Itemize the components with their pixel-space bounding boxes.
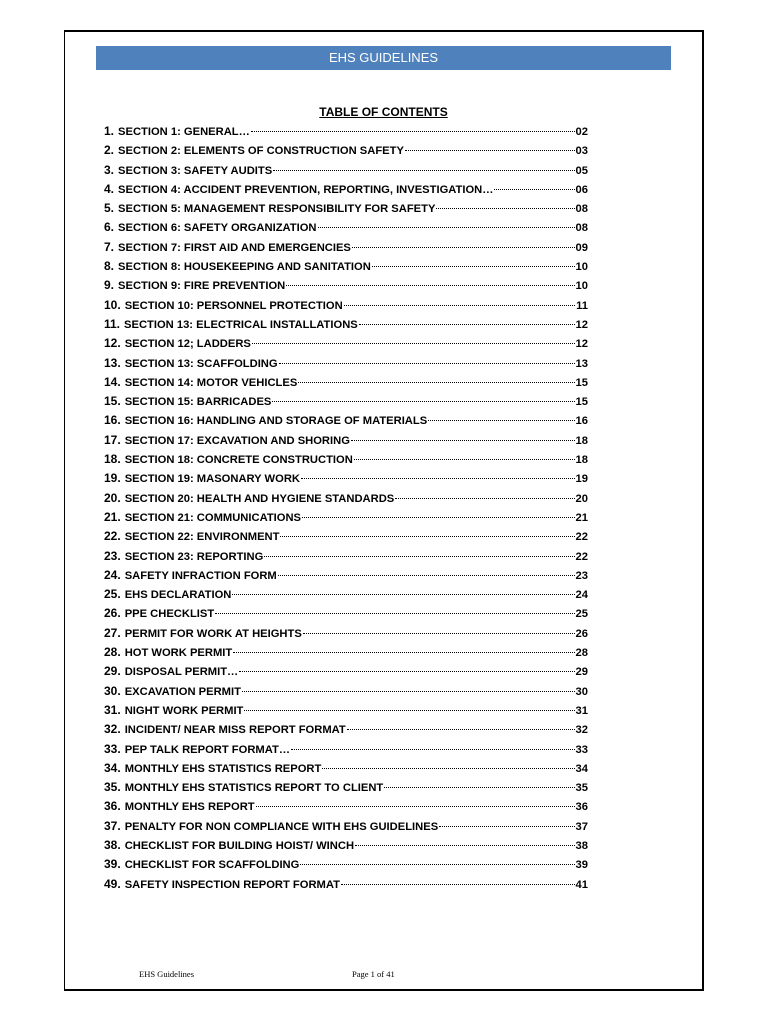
toc-dot-leader <box>242 691 575 692</box>
toc-entry[interactable] <box>104 394 588 413</box>
toc-entry-number: 14. <box>104 374 121 389</box>
toc-entry-page: 29 <box>575 666 588 679</box>
toc-entry-page: 08 <box>575 222 588 235</box>
toc-entry-number: 30. <box>104 683 121 698</box>
toc-entry-page: 19 <box>575 473 588 486</box>
document-header: EHS GUIDELINES <box>96 46 671 70</box>
toc-entry-title: SECTION 18: CONCRETE CONSTRUCTION <box>124 454 353 467</box>
toc-dot-leader <box>303 633 575 634</box>
toc-entry-number: 16. <box>104 413 121 428</box>
toc-dot-leader <box>359 324 575 325</box>
toc-entry[interactable] <box>104 356 588 375</box>
toc-entry-title: CHECKLIST FOR BUILDING HOIST/ WINCH <box>124 839 355 852</box>
toc-entry-title: SECTION 15: BARRICADES <box>124 396 272 409</box>
footer-document-name: EHS Guidelines <box>139 969 195 979</box>
toc-entry-number: 24. <box>104 567 121 582</box>
toc-entry-number: 13. <box>104 355 121 370</box>
toc-entry-title: MONTHLY EHS REPORT <box>124 801 255 814</box>
toc-entry[interactable] <box>104 413 588 432</box>
toc-dot-leader <box>256 806 575 807</box>
toc-entry[interactable] <box>104 780 588 799</box>
toc-dot-leader <box>384 787 574 788</box>
toc-entry-number: 33. <box>104 741 121 756</box>
toc-entry-page: 16 <box>575 415 588 428</box>
toc-entry-page: 23 <box>575 569 588 582</box>
toc-entry-number: 32. <box>104 722 121 737</box>
toc-entry-title: SECTION 17: EXCAVATION AND SHORING <box>124 434 350 447</box>
toc-dot-leader <box>298 382 574 383</box>
toc-entry-title: SECTION 9: FIRE PREVENTION <box>118 280 286 293</box>
toc-entry[interactable] <box>104 220 588 239</box>
toc-entry-page: 09 <box>575 241 588 254</box>
toc-entry-number: 11. <box>104 316 121 331</box>
toc-entry-number: 3. <box>104 162 115 177</box>
toc-entry-title: SECTION 6: SAFETY ORGANIZATION <box>118 222 317 235</box>
toc-entry[interactable] <box>104 587 588 606</box>
toc-entry-number: 12. <box>104 336 121 351</box>
toc-entry-page: 11 <box>576 299 588 312</box>
toc-dot-leader <box>341 884 575 885</box>
toc-entry-number: 37. <box>104 818 121 833</box>
toc-dot-leader <box>252 343 575 344</box>
toc-entry-title: CHECKLIST FOR SCAFFOLDING <box>124 859 300 872</box>
toc-dot-leader <box>354 459 575 460</box>
toc-entry-number: 35. <box>104 780 121 795</box>
toc-entry-page: 06 <box>575 183 588 196</box>
toc-entry-title: SECTION 4: ACCIDENT PREVENTION, REPORTING, INVESTIGATION… <box>118 183 494 196</box>
toc-entry[interactable] <box>104 799 588 818</box>
toc-entry[interactable] <box>104 838 588 857</box>
toc-entry[interactable] <box>104 240 588 259</box>
toc-dot-leader <box>232 594 574 595</box>
toc-entry-title: NIGHT WORK PERMIT <box>124 704 244 717</box>
toc-entry-title: SECTION 13: SCAFFOLDING <box>124 357 278 370</box>
toc-entry[interactable] <box>104 143 588 162</box>
toc-dot-leader <box>215 613 574 614</box>
toc-dot-leader <box>347 729 575 730</box>
toc-entry-number: 34. <box>104 760 121 775</box>
toc-dot-leader <box>352 247 575 248</box>
toc-entry-title: EXCAVATION PERMIT <box>124 685 241 698</box>
toc-entry-number: 5. <box>104 201 115 216</box>
toc-entry-title: SECTION 13: ELECTRICAL INSTALLATIONS <box>124 318 358 331</box>
table-of-contents <box>104 124 588 896</box>
toc-entry[interactable] <box>104 819 588 838</box>
toc-dot-leader <box>494 189 574 190</box>
toc-entry-title: SECTION 5: MANAGEMENT RESPONSIBILITY FOR SAFETY <box>118 203 436 216</box>
toc-entry-number: 22. <box>104 529 121 544</box>
toc-entry[interactable] <box>104 124 588 143</box>
toc-dot-leader <box>300 864 574 865</box>
toc-entry-page: 08 <box>575 203 588 216</box>
toc-dot-leader <box>279 363 575 364</box>
toc-entry[interactable] <box>104 259 588 278</box>
toc-entry-number: 1. <box>104 124 115 138</box>
toc-dot-leader <box>302 517 575 518</box>
toc-entry-page: 03 <box>575 145 588 158</box>
toc-entry-title: INCIDENT/ NEAR MISS REPORT FORMAT <box>124 724 346 737</box>
toc-entry-title: SECTION 14: MOTOR VEHICLES <box>124 376 298 389</box>
toc-entry-page: 32 <box>575 724 588 737</box>
toc-entry[interactable] <box>104 529 588 548</box>
toc-entry[interactable] <box>104 857 588 876</box>
toc-entry-number: 39. <box>104 857 121 872</box>
toc-dot-leader <box>351 440 575 441</box>
toc-entry[interactable] <box>104 471 588 490</box>
toc-entry-title: SECTION 8: HOUSEKEEPING AND SANITATION <box>118 261 371 274</box>
toc-entry-page: 30 <box>575 685 588 698</box>
toc-entry[interactable] <box>104 375 588 394</box>
toc-entry[interactable] <box>104 742 588 761</box>
toc-entry[interactable] <box>104 278 588 297</box>
toc-entry-title: SECTION 21: COMMUNICATIONS <box>124 511 301 524</box>
toc-entry-number: 7. <box>104 239 115 254</box>
toc-entry-number: 10. <box>104 297 121 312</box>
toc-entry-title: PPE CHECKLIST <box>124 608 215 621</box>
toc-entry-title: PEP TALK REPORT FORMAT… <box>124 743 291 756</box>
toc-dot-leader <box>280 536 574 537</box>
toc-dot-leader <box>244 710 574 711</box>
toc-entry-title: SECTION 10: PERSONNEL PROTECTION <box>124 299 343 312</box>
toc-entry-page: 15 <box>575 376 588 389</box>
toc-entry-number: 21. <box>104 509 121 524</box>
toc-entry-page: 28 <box>575 647 588 660</box>
toc-entry-title: SAFETY INSPECTION REPORT FORMAT <box>124 878 340 891</box>
toc-entry-page: 36 <box>575 801 588 814</box>
toc-entry-page: 41 <box>575 878 588 891</box>
toc-entry-page: 26 <box>575 627 588 640</box>
toc-entry[interactable] <box>104 761 588 780</box>
toc-entry[interactable] <box>104 606 588 625</box>
toc-entry[interactable] <box>104 491 588 510</box>
toc-dot-leader <box>286 285 574 286</box>
toc-entry-number: 9. <box>104 278 115 293</box>
toc-entry-page: 22 <box>575 550 588 563</box>
toc-entry-number: 4. <box>104 181 115 196</box>
toc-entry-page: 18 <box>575 434 588 447</box>
toc-entry-title: HOT WORK PERMIT <box>124 647 233 660</box>
toc-entry-number: 25. <box>104 587 121 602</box>
toc-entry-page: 10 <box>575 280 588 293</box>
toc-entry-title: SECTION 16: HANDLING AND STORAGE OF MATERIALS <box>124 415 428 428</box>
toc-entry-page: 37 <box>575 820 588 833</box>
toc-dot-leader <box>273 170 574 171</box>
toc-dot-leader <box>301 478 575 479</box>
toc-entry[interactable] <box>104 317 588 336</box>
toc-entry-page: 25 <box>575 608 588 621</box>
toc-entry-title: SECTION 19: MASONARY WORK <box>124 473 300 486</box>
toc-entry-title: DISPOSAL PERMIT… <box>124 666 239 679</box>
footer-page-number: Page 1 of 41 <box>352 969 395 979</box>
toc-entry[interactable] <box>104 182 588 201</box>
toc-entry-page: 13 <box>575 357 588 370</box>
toc-entry-number: 27. <box>104 625 121 640</box>
toc-entry-number: 23. <box>104 548 121 563</box>
toc-entry-page: 31 <box>575 704 588 717</box>
toc-entry-number: 28. <box>104 645 121 660</box>
toc-entry[interactable] <box>104 336 588 355</box>
toc-entry-title: MONTHLY EHS STATISTICS REPORT TO CLIENT <box>124 782 384 795</box>
toc-entry-page: 10 <box>575 261 588 274</box>
toc-entry[interactable] <box>104 722 588 741</box>
toc-entry-page: 38 <box>575 839 588 852</box>
toc-entry-number: 29. <box>104 664 121 679</box>
toc-entry-title: SECTION 1: GENERAL… <box>118 126 250 138</box>
toc-dot-leader <box>355 845 575 846</box>
toc-dot-leader <box>405 150 575 151</box>
toc-dot-leader <box>439 826 574 827</box>
toc-entry-page: 15 <box>575 396 588 409</box>
toc-entry[interactable] <box>104 664 588 683</box>
toc-entry-page: 34 <box>575 762 588 775</box>
toc-entry-page: 20 <box>575 492 588 505</box>
toc-entry-page: 35 <box>575 782 588 795</box>
toc-entry-number: 20. <box>104 490 121 505</box>
toc-entry-number: 8. <box>104 259 115 274</box>
toc-entry-title: SECTION 7: FIRST AID AND EMERGENCIES <box>118 241 351 254</box>
toc-dot-leader <box>239 671 574 672</box>
toc-entry[interactable] <box>104 703 588 722</box>
toc-entry-page: 39 <box>575 859 588 872</box>
toc-entry-number: 49. <box>104 876 121 891</box>
toc-entry[interactable] <box>104 684 588 703</box>
toc-dot-leader <box>278 575 575 576</box>
toc-entry-number: 18. <box>104 452 121 467</box>
toc-dot-leader <box>233 652 574 653</box>
toc-dot-leader <box>318 227 575 228</box>
toc-dot-leader <box>264 556 574 557</box>
toc-entry-title: PERMIT FOR WORK AT HEIGHTS <box>124 627 302 640</box>
toc-entry-page: 21 <box>575 511 588 524</box>
toc-entry-page: 02 <box>575 126 588 138</box>
toc-dot-leader <box>436 208 574 209</box>
toc-entry-number: 6. <box>104 220 115 235</box>
toc-entry-title: SECTION 22: ENVIRONMENT <box>124 531 280 544</box>
toc-dot-leader <box>251 131 575 132</box>
toc-dot-leader <box>344 305 576 306</box>
toc-entry-page: 05 <box>575 164 588 177</box>
toc-entry-page: 22 <box>575 531 588 544</box>
toc-entry-title: SECTION 3: SAFETY AUDITS <box>118 164 273 177</box>
toc-entry[interactable] <box>104 549 588 568</box>
toc-entry-number: 19. <box>104 471 121 486</box>
toc-dot-leader <box>322 768 574 769</box>
toc-entry-page: 12 <box>575 338 588 351</box>
toc-entry-title: SECTION 23: REPORTING <box>124 550 264 563</box>
toc-dot-leader <box>272 401 574 402</box>
toc-entry-title: SECTION 2: ELEMENTS OF CONSTRUCTION SAFETY <box>118 145 404 158</box>
toc-entry[interactable] <box>104 163 588 182</box>
toc-entry-title: SECTION 20: HEALTH AND HYGIENE STANDARDS <box>124 492 395 505</box>
toc-dot-leader <box>372 266 575 267</box>
toc-entry-number: 2. <box>104 143 115 158</box>
toc-entry-number: 17. <box>104 432 121 447</box>
toc-entry[interactable] <box>104 645 588 664</box>
toc-title: TABLE OF CONTENTS <box>319 105 448 119</box>
toc-dot-leader <box>428 420 574 421</box>
toc-entry[interactable] <box>104 452 588 471</box>
toc-entry-number: 31. <box>104 702 121 717</box>
toc-entry-number: 38. <box>104 837 121 852</box>
toc-entry-title: MONTHLY EHS STATISTICS REPORT <box>124 762 322 775</box>
toc-entry-title: SAFETY INFRACTION FORM <box>124 569 277 582</box>
toc-entry[interactable] <box>104 877 588 896</box>
toc-entry-title: EHS DECLARATION <box>124 589 232 602</box>
toc-entry-number: 36. <box>104 799 121 814</box>
toc-entry-page: 33 <box>575 743 588 756</box>
toc-entry[interactable] <box>104 433 588 452</box>
toc-entry[interactable] <box>104 201 588 220</box>
toc-entry[interactable] <box>104 626 588 645</box>
toc-entry[interactable] <box>104 568 588 587</box>
toc-entry-page: 18 <box>575 454 588 467</box>
toc-entry-page: 12 <box>575 318 588 331</box>
toc-dot-leader <box>395 498 574 499</box>
toc-entry[interactable] <box>104 298 588 317</box>
toc-entry-title: PENALTY FOR NON COMPLIANCE WITH EHS GUIDELINES <box>124 820 439 833</box>
toc-entry-number: 15. <box>104 394 121 409</box>
toc-entry-title: SECTION 12; LADDERS <box>124 338 251 351</box>
toc-dot-leader <box>291 749 575 750</box>
toc-entry[interactable] <box>104 510 588 529</box>
toc-entry-number: 26. <box>104 606 121 621</box>
toc-entry-page: 24 <box>575 589 588 602</box>
